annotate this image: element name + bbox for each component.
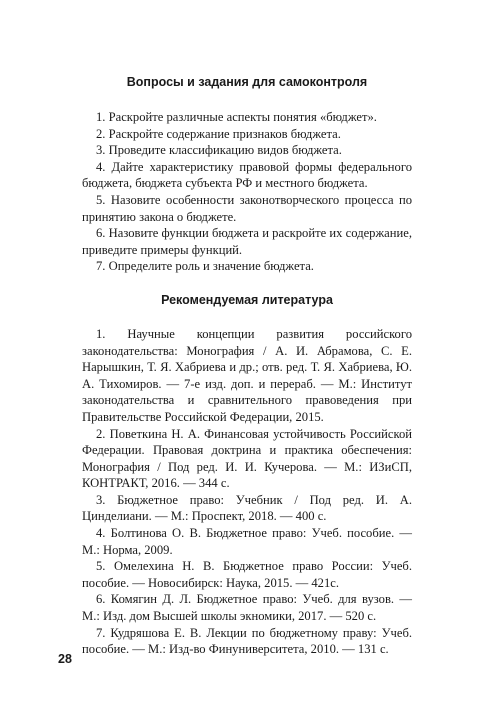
question-item: 6. Назовите функции бюджета и раскройте их содержание, приведите примеры функций. — [82, 226, 412, 257]
question-item: 3. Проведите классификацию видов бюджета. — [96, 143, 342, 158]
literature-heading: Рекомендуемая литература — [161, 292, 333, 307]
question-item: 2. Раскройте содержание признаков бюджета. — [96, 126, 341, 141]
questions-list — [82, 109, 412, 275]
literature-item: 1. Научные концепции развития российского законодательства: Монография / А. И. Абрамова, С. Е. Нарышкин, Т. Я. Хабриева и др.; отв. ред. Т. Я. Хабриева, Ю. А. Тихомиров. — 7-е изд. доп. и перераб. — М.: Институт законодательства и сравнительного правоведения при Правительстве Российской Федерации, 2015. — [82, 326, 412, 424]
page-content — [82, 74, 412, 658]
questions-heading: Вопросы и задания для самоконтроля — [126, 75, 368, 89]
question-item: 4. Дайте характеристику правовой формы федерального бюджета, бюджета субъекта РФ и местного бюджета. — [82, 159, 412, 191]
page-number: 28 — [58, 652, 72, 666]
literature-list — [82, 326, 412, 658]
literature-item: 2. Поветкина Н. А. Финансовая устойчивость Российской Федерации. Правовая доктрина и практика обеспечения: Монография / Под ред. И. И. Кучерова. — М.: ИЗиСП, КОНТРАКТ, 2016. — 344 с. — [82, 426, 412, 491]
question-item: 5. Назовите особенности законотворческого процесса по принятию закона о бюджете. — [82, 192, 412, 224]
question-item: 1. Раскройте различные аспекты понятия «бюджет». — [96, 110, 377, 124]
question-item: 7. Определите роль и значение бюджета. — [96, 259, 314, 274]
literature-item: 4. Болтинова О. В. Бюджетное право: Учеб. пособие. — М.: Норма, 2009. — [82, 526, 412, 557]
literature-item: 7. Кудряшова Е. В. Лекции по бюджетному праву: Учеб. пособие. — М.: Изд-во Финуниверситета, 2010. — 131 с. — [82, 625, 412, 657]
literature-item: 5. Омелехина Н. В. Бюджетное право России: Учеб. пособие. — Новосибирск: Наука, 2015. — 421с. — [82, 559, 412, 590]
literature-item: 6. Комягин Д. Л. Бюджетное право: Учеб. для вузов. — М.: Изд. дом Высшей школы экномики, 2017. — 520 с. — [82, 592, 412, 624]
literature-item: 3. Бюджетное право: Учебник / Под ред. И. А. Цинделиани. — М.: Проспект, 2018. — 400 с. — [82, 492, 412, 524]
